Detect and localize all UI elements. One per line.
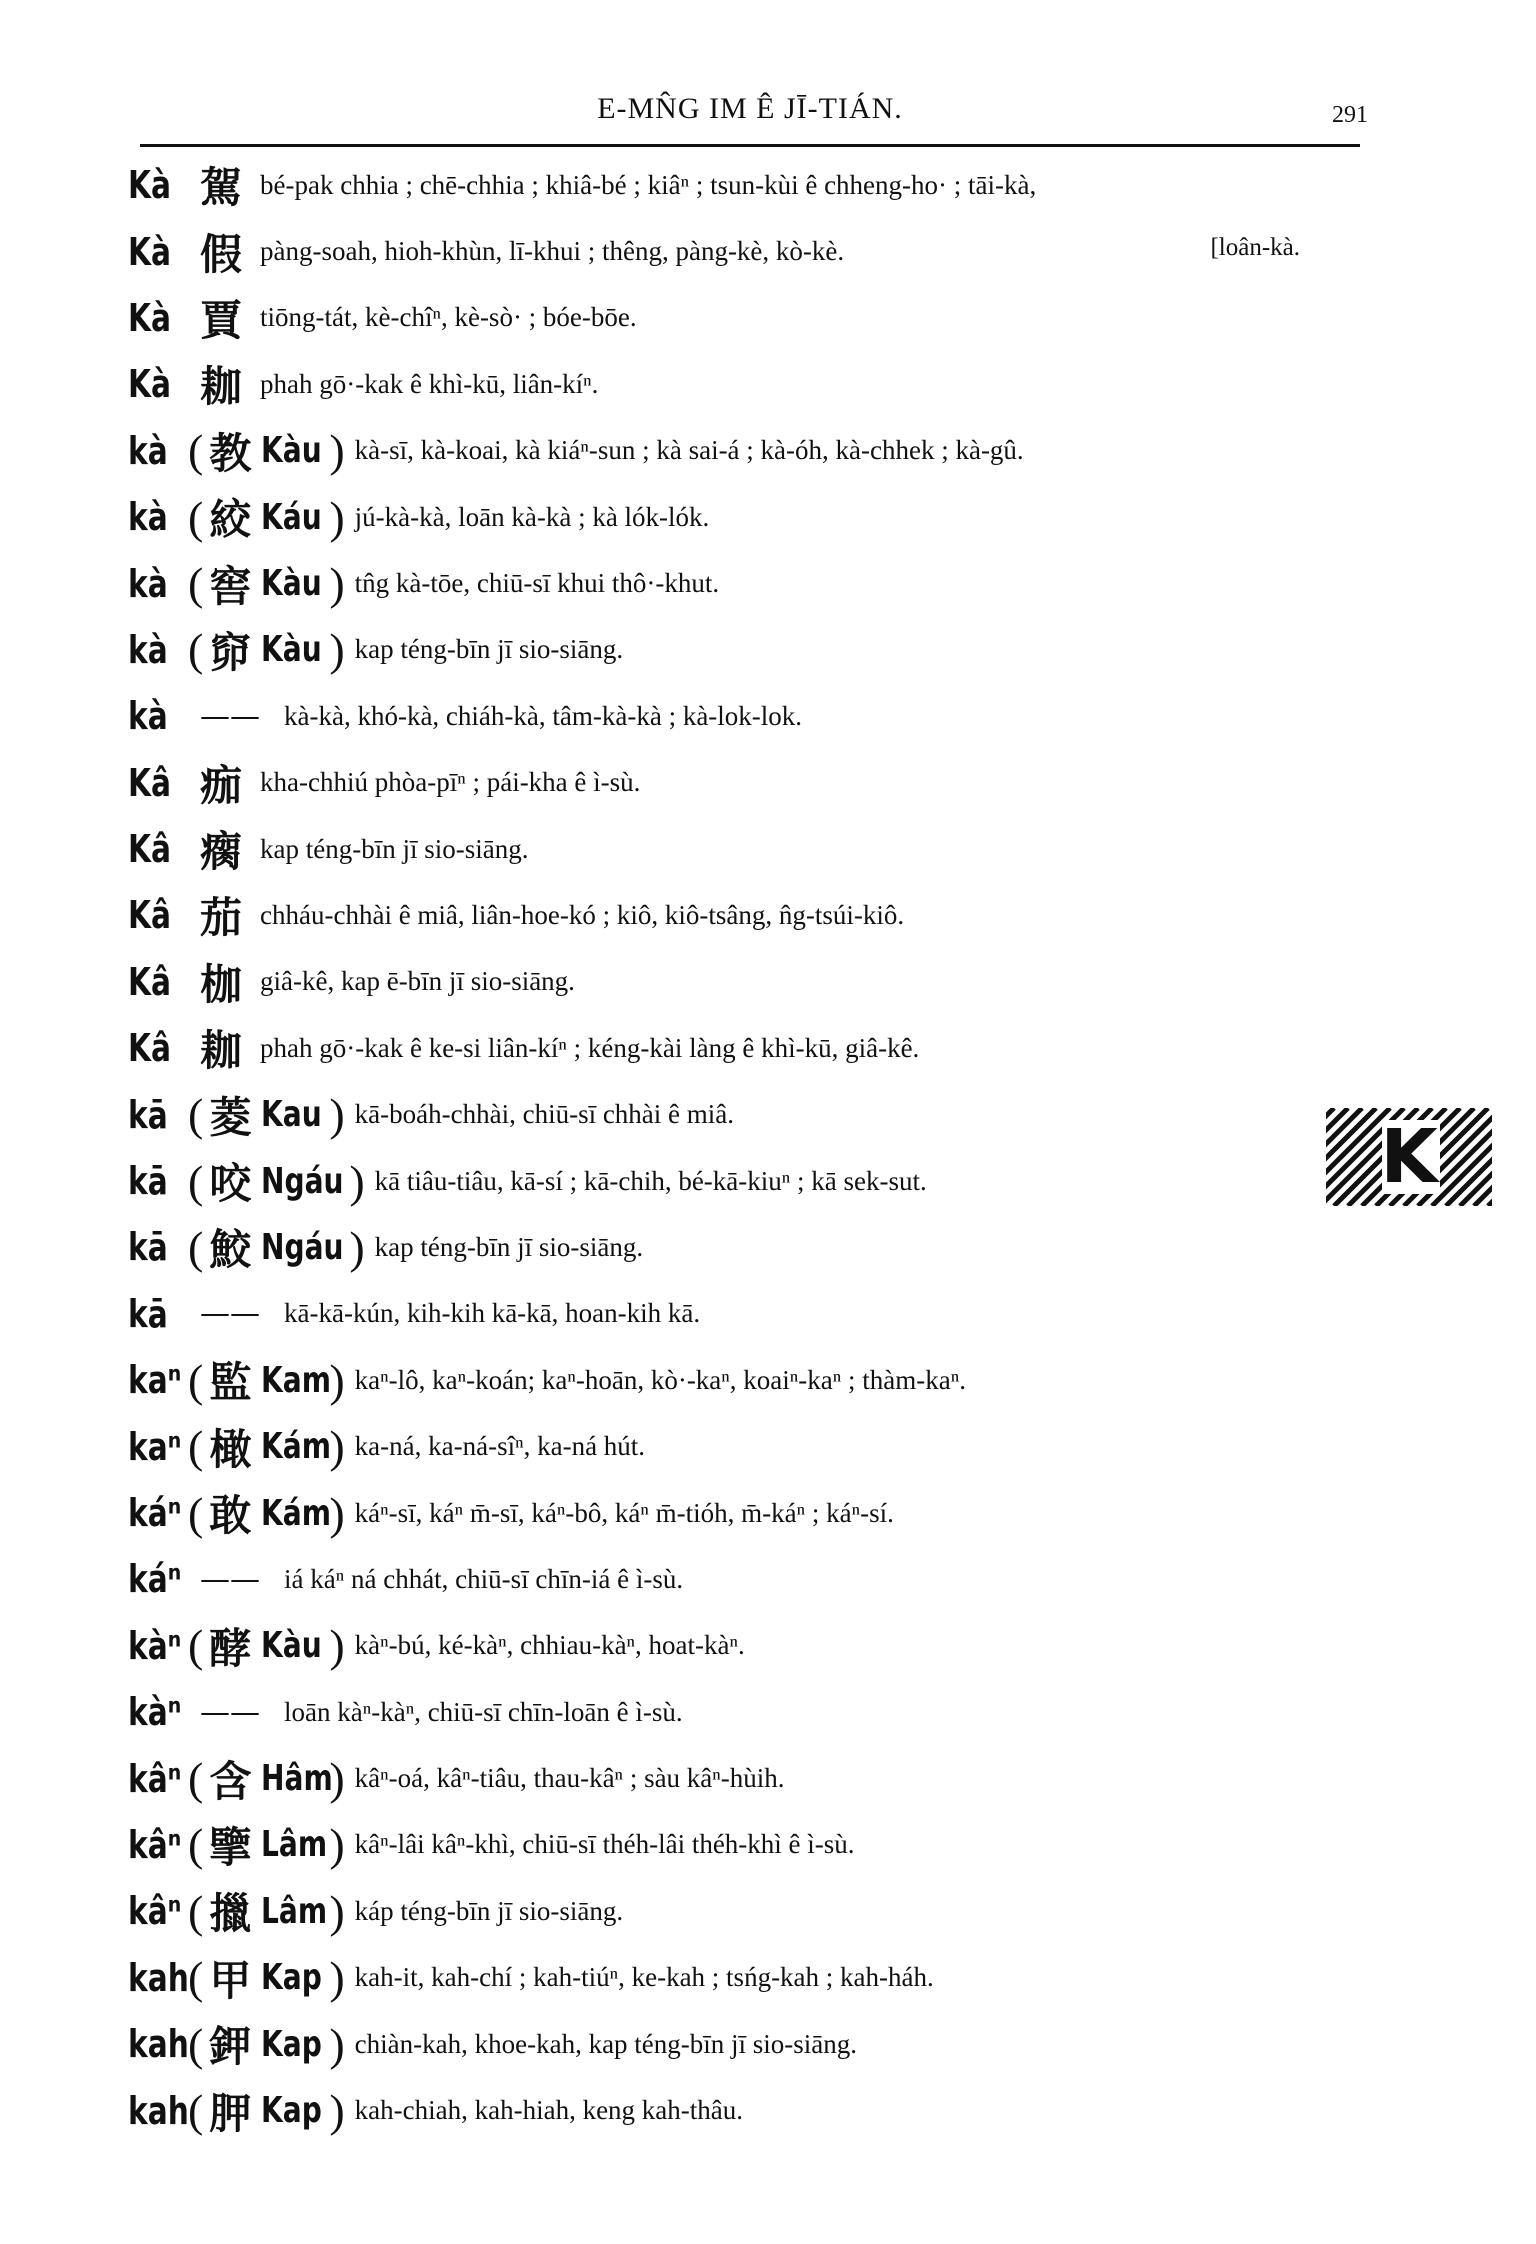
entry-headword: Kâ (128, 1026, 171, 1071)
entry-definition: kha-chhiú phòa-pīⁿ ; pái-kha ê ì-sù. (260, 767, 641, 798)
entry-character: 咬 (209, 1159, 252, 1209)
entry-definition: chiàn-kah, khoe-kah, kap téng-bīn jī sio-siāng. (354, 2028, 858, 2059)
reference-reading: Kàu (261, 563, 323, 605)
entry-definition: káp téng-bīn jī sio-siāng. (354, 1895, 624, 1926)
entry-character: 監 (209, 1358, 252, 1408)
close-paren: ) (329, 1885, 345, 1937)
headword-cell (128, 230, 186, 274)
entry-character: 菱 (209, 1092, 252, 1142)
entry-character: 茄 (200, 893, 243, 943)
entry-headword: Kà (128, 362, 171, 407)
headword-cell (128, 163, 186, 207)
headword-cell (128, 1624, 186, 1668)
close-paren: ) (329, 1819, 345, 1871)
headword-cell (128, 1690, 186, 1734)
reference-reading: Kàu (261, 430, 323, 472)
entry-definition: bé-pak chhia ; chē-chhia ; khiâ-bé ; kiâⁿ ; tsun-kùi ê chheng-ho· ; tāi-kà, (260, 169, 1037, 200)
reference-reading: Kap (261, 1957, 323, 1999)
open-paren: ( (188, 425, 204, 477)
open-paren: ( (188, 1753, 204, 1805)
headword-cell (128, 296, 186, 340)
entry-character: 枷 (200, 959, 243, 1009)
entry-character: 駕 (200, 163, 243, 213)
close-paren: ) (329, 1487, 345, 1539)
dictionary-entry (128, 882, 1378, 948)
dictionary-entry (128, 1480, 1378, 1546)
entry-headword: kaⁿ (128, 1424, 182, 1469)
headword-cell (128, 1955, 189, 2000)
reference-reading-cell (261, 1891, 327, 1932)
dictionary-entry (128, 1546, 1378, 1612)
reference-reading: Hâm (261, 1758, 334, 1800)
entry-definition: kà-sī, kà-koai, kà kiáⁿ-sun ; kà sai-á ; kà-óh, kà-chhek ; kà-gû. (354, 435, 1024, 466)
entry-character: 酵 (209, 1623, 252, 1673)
entry-character: 假 (200, 229, 243, 279)
entry-definition: ka-ná, ka-ná-sîⁿ, ka-ná hút. (354, 1431, 646, 1462)
close-paren: ) (329, 1753, 345, 1805)
dictionary-entry (128, 1347, 1378, 1413)
entry-headword: kah (128, 2022, 189, 2067)
entry-headword: kaⁿ (128, 1358, 182, 1403)
open-paren: ( (188, 1421, 204, 1473)
open-paren: ( (188, 558, 204, 610)
entry-definition: kā-kā-kún, kih-kih kā-kā, hoan-kih kā. (284, 1298, 701, 1329)
dictionary-entry (128, 2077, 1378, 2143)
entry-headword: kà (128, 428, 168, 473)
dictionary-entry (128, 2011, 1378, 2077)
entry-headword: kà (128, 561, 168, 606)
close-paren: ) (329, 558, 345, 610)
entry-definition: phah gō·-kak ê ke-si liân-kíⁿ ; kéng-kài làng ê khì-kū, giâ-kê. (260, 1032, 920, 1063)
entry-headword: kàⁿ (128, 1690, 182, 1735)
entry-headword: Kà (128, 229, 171, 274)
entry-definition: jú-kà-kà, loān kà-kà ; kà lók-lók. (354, 501, 710, 532)
headword-cell (128, 2022, 189, 2067)
entry-headword: Kâ (128, 827, 171, 872)
headword-cell (128, 562, 186, 606)
page-header (140, 88, 1368, 147)
headword-cell (128, 628, 186, 672)
reference-reading-cell (261, 1957, 327, 1998)
reference-reading-cell (261, 1426, 332, 1468)
entry-definition: phah gō·-kak ê khì-kū, liân-kíⁿ. (260, 368, 599, 399)
entry-character: 胛 (209, 2088, 252, 2138)
close-paren: ) (349, 1155, 365, 1207)
close-paren: ) (329, 1952, 345, 2004)
open-paren: ( (188, 2018, 204, 2070)
dictionary-entry (128, 1812, 1378, 1878)
reference-reading: Kap (261, 2090, 323, 2132)
headword-cell (128, 694, 186, 738)
headword-cell (128, 1889, 186, 1933)
entry-definition: kā-boáh-chhài, chiū-sī chhài ê miâ. (354, 1099, 735, 1130)
entry-headword: kâⁿ (128, 1756, 182, 1801)
dictionary-entry (128, 750, 1378, 816)
reference-reading-cell (261, 430, 327, 471)
dictionary-entry (128, 1148, 1378, 1214)
entry-headword: kà (128, 694, 168, 739)
entry-headword: kā (128, 1092, 168, 1137)
entry-character: 耞 (200, 362, 243, 412)
open-paren: ( (188, 1885, 204, 1937)
headword-cell (128, 429, 186, 473)
entry-headword: kà (128, 627, 168, 672)
dictionary-entry (128, 683, 1378, 749)
entry-character: 瘸 (200, 827, 243, 877)
entry-definition: kā tiâu-tiâu, kā-sí ; kā-chih, bé-kā-kiuⁿ ; kā sek-sut. (374, 1165, 927, 1196)
reference-reading: Kap (261, 2023, 323, 2065)
open-paren: ( (188, 1221, 204, 1273)
close-paren: ) (329, 1354, 345, 1406)
reference-reading: Kau (261, 1094, 323, 1136)
headword-cell (128, 1757, 186, 1801)
dictionary-entry (128, 1413, 1378, 1479)
reference-reading-cell (261, 1094, 327, 1135)
entry-character: 鮫 (209, 1225, 252, 1275)
close-paren: ) (329, 1620, 345, 1672)
dictionary-entry (128, 351, 1378, 417)
headword-cell (128, 960, 186, 1004)
entry-dash: —— (200, 698, 260, 734)
close-paren: ) (329, 2085, 345, 2137)
entry-definition: kàⁿ-bú, ké-kàⁿ, chhiau-kàⁿ, hoat-kàⁿ. (354, 1630, 745, 1661)
running-title: E-MN̂G IM Ê JĪ-TIÁN. (597, 92, 903, 125)
entry-headword: kâⁿ (128, 1889, 182, 1934)
entry-definition: kap téng-bīn jī sio-siāng. (260, 833, 529, 864)
entry-headword: kà (128, 495, 168, 540)
reference-reading: Lâm (261, 1824, 328, 1866)
entry-definition: chháu-chhài ê miâ, liân-hoe-kó ; kiô, kiô-tsâng, n̂g-tsúi-kiô. (260, 899, 905, 930)
open-paren: ( (188, 1089, 204, 1141)
entry-definition: tiōng-tát, kè-chîⁿ, kè-sò· ; bóe-bōe. (260, 302, 637, 333)
headword-cell (128, 761, 186, 805)
headword-cell (128, 1159, 186, 1203)
close-paren: ) (329, 491, 345, 543)
entry-headword: kàⁿ (128, 1623, 182, 1668)
reference-reading-cell (261, 629, 327, 670)
close-paren: ) (349, 1221, 365, 1273)
entry-character: 教 (209, 428, 252, 478)
reference-reading: Kàu (261, 1625, 323, 1667)
dictionary-entry (128, 1945, 1378, 2011)
entry-dash: —— (200, 1296, 260, 1332)
dictionary-entry (128, 1015, 1378, 1081)
headword-cell (128, 1225, 186, 1269)
headword-cell (128, 1292, 186, 1336)
reference-reading: Lâm (261, 1890, 328, 1932)
entry-character: 橄 (209, 1424, 252, 1474)
entry-character: 擸 (209, 1889, 252, 1939)
close-paren: ) (329, 425, 345, 477)
dictionary-entry (128, 1281, 1378, 1347)
entry-character: 含 (209, 1756, 252, 1806)
reference-reading-cell (261, 2024, 327, 2065)
reference-reading: Kam (261, 1359, 332, 1401)
dictionary-entry (128, 617, 1378, 683)
reference-reading-cell (261, 2090, 327, 2131)
entry-definition: kaⁿ-lô, kaⁿ-koán; kaⁿ-hoān, kò·-kaⁿ, koaiⁿ-kaⁿ ; thàm-kaⁿ. (354, 1364, 966, 1395)
entry-headword: kah (128, 1955, 189, 2000)
entry-headword: káⁿ (128, 1491, 182, 1535)
reference-reading-cell (261, 1492, 332, 1534)
entry-character: 鉀 (209, 2022, 252, 2072)
open-paren: ( (188, 1487, 204, 1539)
headword-cell (128, 1491, 186, 1535)
reference-reading-cell (261, 1824, 327, 1865)
reference-reading: Kám (261, 1426, 332, 1468)
dictionary-entry (128, 418, 1378, 484)
open-paren: ( (188, 1819, 204, 1871)
entry-definition: kâⁿ-lâi kâⁿ-khì, chiū-sī théh-lâi théh-khì ê ì-sù. (354, 1829, 855, 1860)
entry-headword: Kà (128, 295, 171, 340)
dictionary-entry (128, 218, 1378, 284)
entry-definition: giâ-kê, kap ē-bīn jī sio-siāng. (260, 966, 575, 997)
reference-reading-cell (261, 1625, 327, 1666)
entry-headword: kā (128, 1159, 168, 1204)
dictionary-entry (128, 949, 1378, 1015)
dictionary-entry (128, 1745, 1378, 1811)
page-number: 291 (1332, 102, 1368, 128)
headword-cell (128, 1557, 186, 1601)
dictionary-entry (128, 1878, 1378, 1944)
entry-definition: kà-kà, khó-kà, chiáh-kà, tâm-kà-kà ; kà-lok-lok. (284, 700, 803, 731)
entry-headword: kā (128, 1291, 168, 1336)
entry-definition: pàng-soah, hioh-khùn, lī-khui ; thêng, pàng-kè, kò-kè. (260, 236, 845, 267)
thumb-tab-letter: K (1380, 1114, 1438, 1200)
headword-cell (128, 827, 186, 871)
entry-character: 賈 (200, 295, 243, 345)
entry-headword: Kâ (128, 893, 171, 938)
reference-reading-cell (261, 1227, 347, 1268)
entry-headword: Kà (128, 163, 171, 208)
entry-headword: kâⁿ (128, 1822, 182, 1867)
reference-reading-cell (261, 563, 327, 604)
close-paren: ) (329, 2018, 345, 2070)
open-paren: ( (188, 1155, 204, 1207)
open-paren: ( (188, 1620, 204, 1672)
reference-reading-cell (261, 1758, 334, 1800)
definition-continuation: [loân-kà. (1210, 234, 1300, 261)
reference-reading: Ngáu (261, 1226, 344, 1268)
open-paren: ( (188, 491, 204, 543)
entry-definition: kah-chiah, kah-hiah, keng kah-thâu. (354, 2095, 744, 2126)
reference-reading-cell (261, 1359, 332, 1401)
headword-cell (128, 1093, 186, 1137)
entry-definition: tn̂g kà-tōe, chiū-sī khui thô·-khut. (354, 568, 720, 599)
headword-cell (128, 2088, 189, 2133)
headword-cell (128, 495, 186, 539)
dictionary-entry (128, 816, 1378, 882)
close-paren: ) (329, 1089, 345, 1141)
dictionary-entry (128, 1214, 1378, 1280)
headword-cell (128, 1425, 186, 1469)
entry-definition: kap téng-bīn jī sio-siāng. (374, 1231, 644, 1262)
open-paren: ( (188, 1952, 204, 2004)
entry-character: 窌 (209, 627, 252, 677)
headword-cell (128, 1026, 186, 1070)
entry-definition: kah-it, kah-chí ; kah-tiúⁿ, ke-kah ; tsńg-kah ; kah-háh. (354, 1962, 934, 1993)
close-paren: ) (329, 1421, 345, 1473)
open-paren: ( (188, 2085, 204, 2137)
entry-definition: kâⁿ-oá, kâⁿ-tiâu, thau-kâⁿ ; sàu kâⁿ-hùih. (354, 1763, 785, 1794)
entry-headword: kā (128, 1225, 168, 1270)
entry-character: 擥 (209, 1822, 252, 1872)
close-paren: ) (329, 624, 345, 676)
reference-reading: Kám (261, 1492, 332, 1534)
reference-reading-cell (261, 497, 327, 538)
dictionary-entries (128, 152, 1378, 2144)
dictionary-entry (128, 484, 1378, 550)
entry-definition: loān kàⁿ-kàⁿ, chiū-sī chīn-loān ê ì-sù. (284, 1696, 683, 1727)
dictionary-entry (128, 1679, 1378, 1745)
reference-reading: Ngáu (261, 1160, 344, 1202)
entry-dash: —— (200, 1694, 260, 1730)
entry-headword: Kâ (128, 959, 171, 1004)
entry-definition: kap téng-bīn jī sio-siāng. (354, 634, 624, 665)
headword-cell (128, 893, 186, 937)
entry-dash: —— (200, 1561, 260, 1597)
entry-headword: Kâ (128, 760, 171, 805)
entry-character: 絞 (209, 495, 252, 545)
entry-character: 痂 (200, 760, 243, 810)
reference-reading-cell (261, 1161, 347, 1202)
dictionary-entry (128, 285, 1378, 351)
entry-character: 敢 (209, 1491, 252, 1540)
entry-character: 甲 (209, 1955, 252, 2005)
open-paren: ( (188, 624, 204, 676)
headword-cell (128, 362, 186, 406)
reference-reading: Káu (261, 496, 323, 538)
reference-reading: Kàu (261, 629, 323, 671)
entry-character: 耞 (200, 1026, 243, 1076)
dictionary-entry (128, 1081, 1378, 1147)
headword-cell (128, 1823, 186, 1867)
entry-definition: káⁿ-sī, káⁿ m̄-sī, káⁿ-bô, káⁿ m̄-tióh, m̄-káⁿ ; káⁿ-sí. (354, 1497, 894, 1528)
entry-character: 窖 (209, 561, 252, 611)
dictionary-entry (128, 1613, 1378, 1679)
dictionary-entry (128, 550, 1378, 616)
entry-headword: kah (128, 2088, 189, 2133)
entry-definition: iá káⁿ ná chhát, chiū-sī chīn-iá ê ì-sù. (284, 1563, 684, 1594)
open-paren: ( (188, 1354, 204, 1406)
headword-cell (128, 1358, 186, 1402)
entry-headword: káⁿ (128, 1557, 182, 1602)
thumb-index-tab (1326, 1108, 1492, 1206)
